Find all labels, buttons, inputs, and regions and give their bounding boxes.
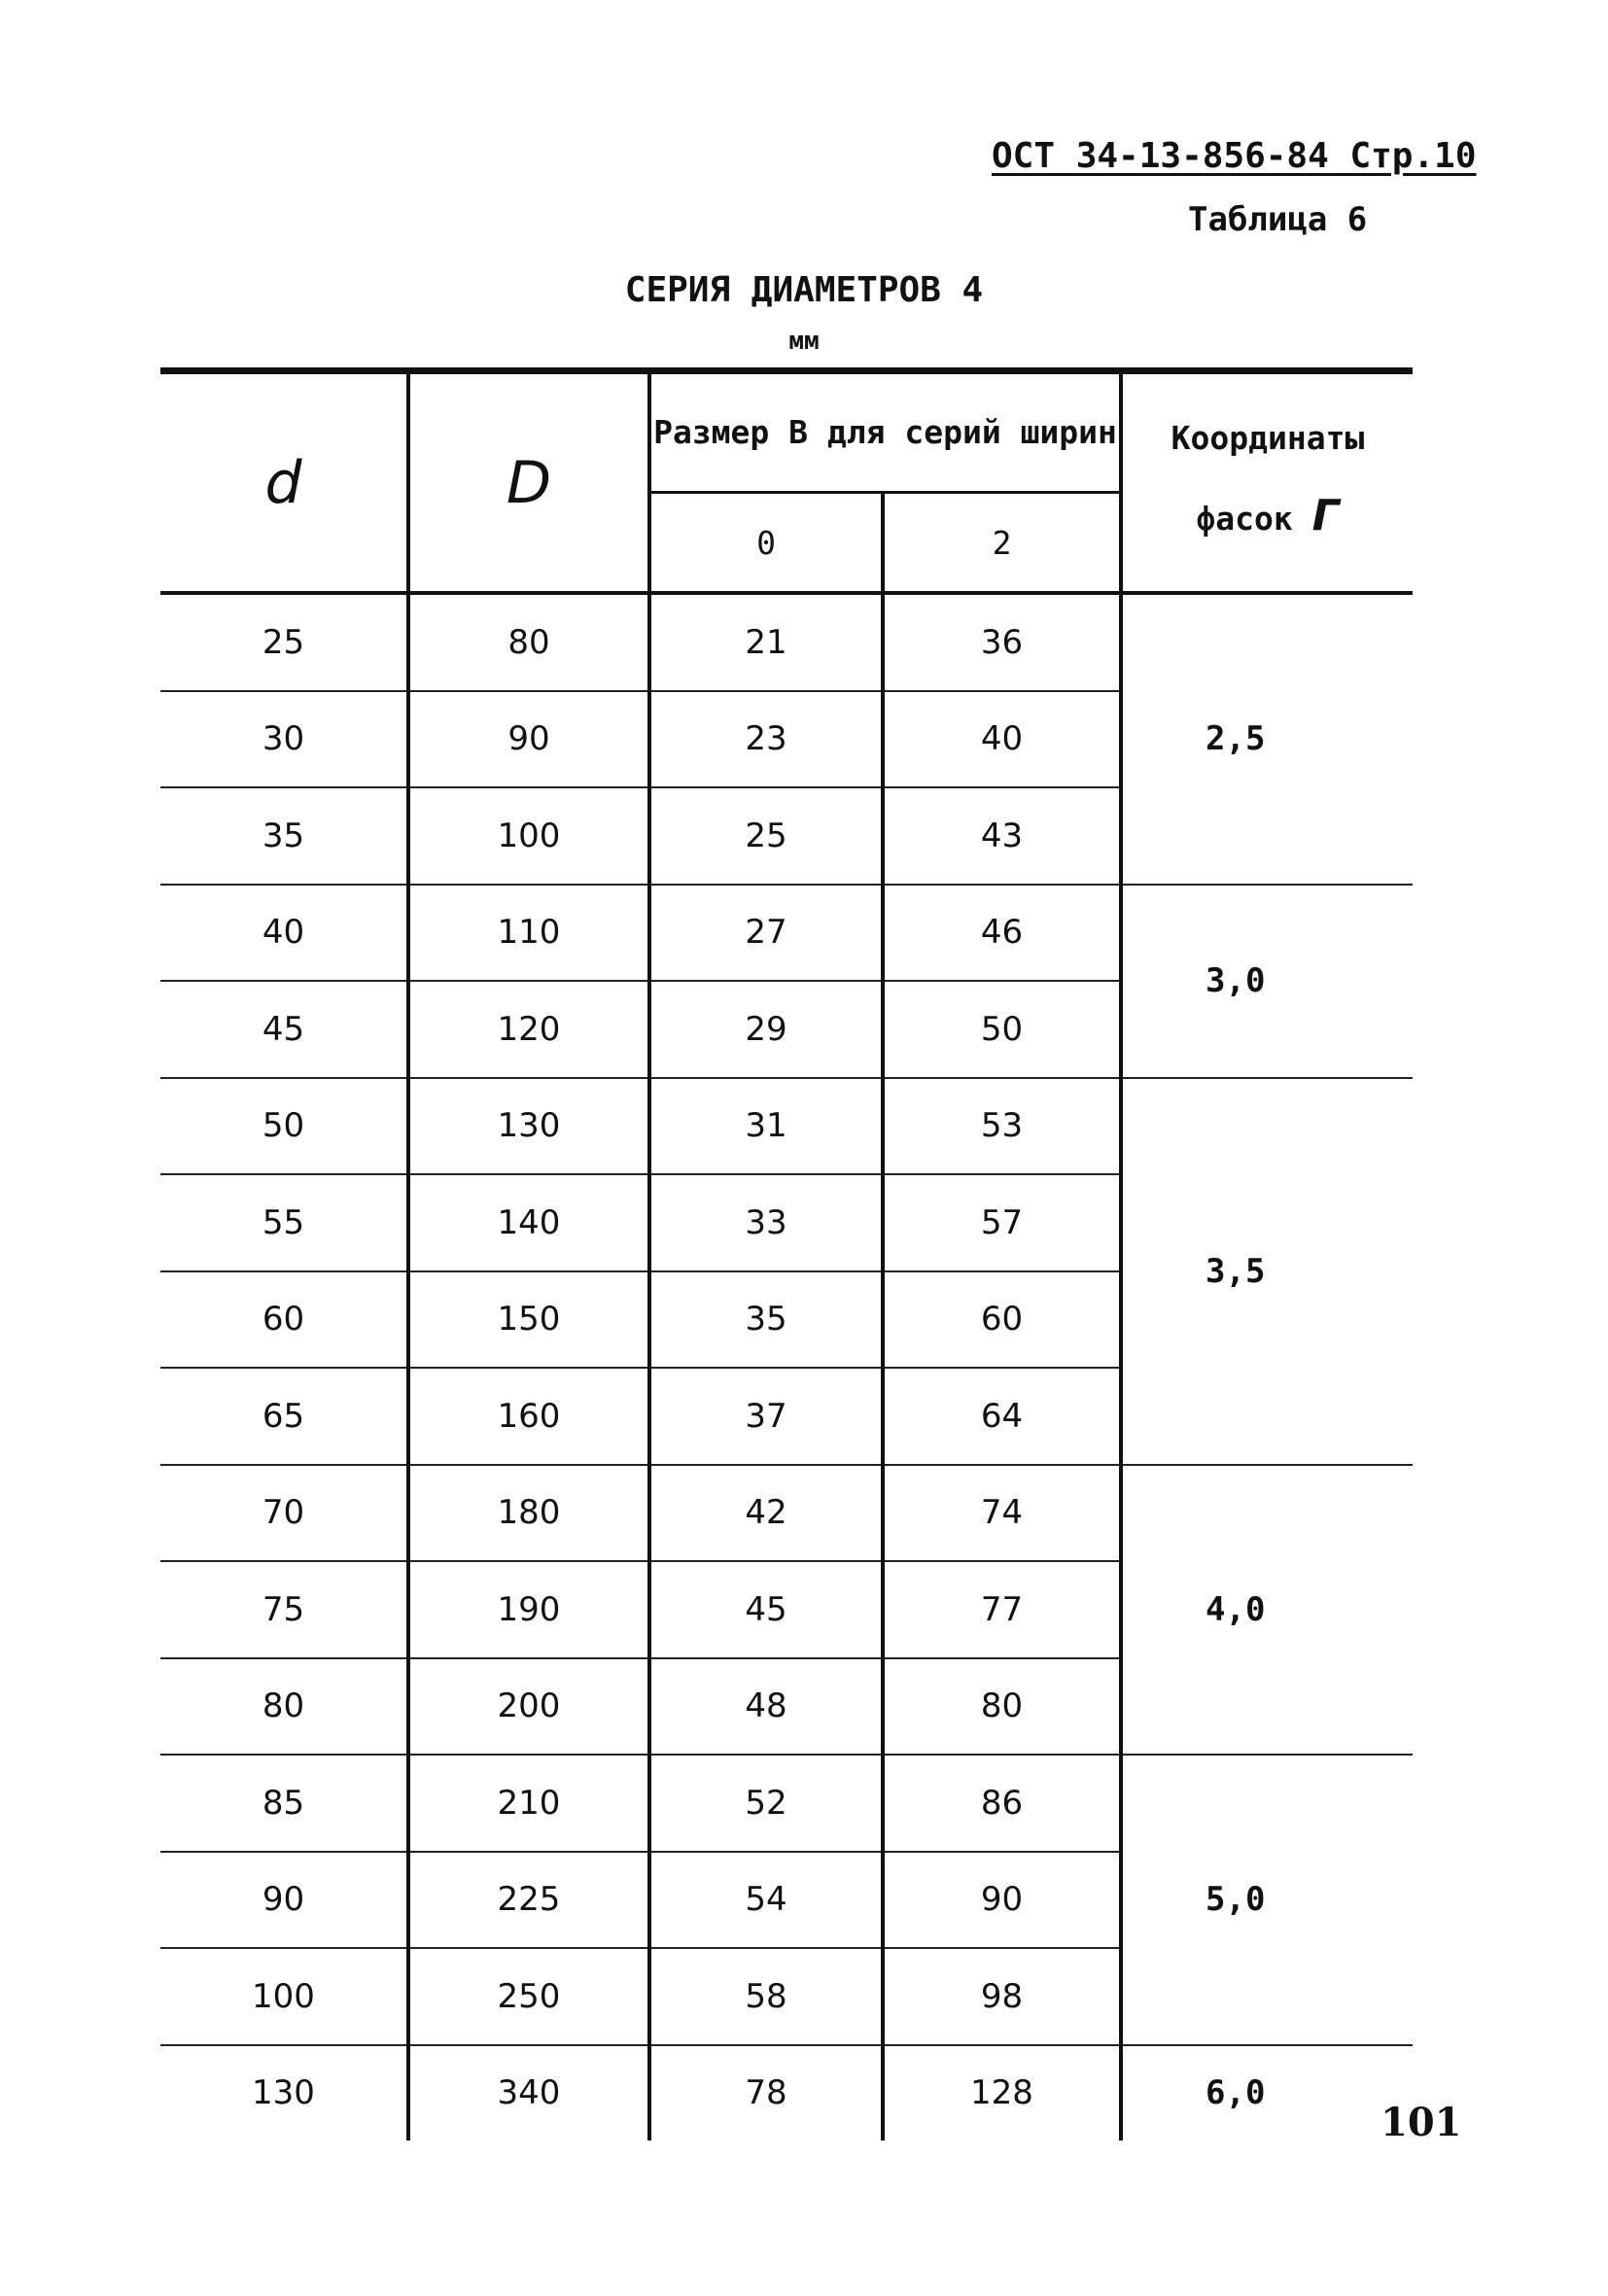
cell-inner-diameter: 70 [160,1465,408,1562]
cell-width-series-2: 77 [883,1561,1121,1658]
cell-width-series-0: 33 [649,1174,883,1271]
cell-outer-diameter: 160 [408,1368,649,1465]
cell-chamfer-coordinate: 5,0 [1121,1755,1413,2045]
cell-width-series-2: 98 [883,1948,1121,2045]
cell-chamfer-coordinate: 4,0 [1121,1465,1413,1756]
cell-width-series-0: 54 [649,1852,883,1949]
cell-width-series-0: 37 [649,1368,883,1465]
cell-outer-diameter: 200 [408,1658,649,1756]
cell-inner-diameter: 130 [160,2045,408,2141]
cell-width-series-2: 90 [883,1852,1121,1949]
table-title: СЕРИЯ ДИАМЕТРОВ 4 [624,270,984,310]
cell-inner-diameter: 80 [160,1658,408,1756]
cell-width-series-2: 46 [883,885,1121,982]
cell-outer-diameter: 340 [408,2045,649,2141]
header-width-size-group: Размер В для серий ширин [649,371,1121,493]
header-width-series-0: 0 [649,493,883,594]
cell-inner-diameter: 45 [160,981,408,1078]
cell-width-series-2: 60 [883,1271,1121,1369]
cell-width-series-2: 36 [883,593,1121,691]
cell-width-series-0: 45 [649,1561,883,1658]
header-inner-diameter: d [160,371,408,594]
cell-outer-diameter: 250 [408,1948,649,2045]
cell-outer-diameter: 120 [408,981,649,1078]
cell-inner-diameter: 90 [160,1852,408,1949]
table-row [160,885,1413,982]
cell-outer-diameter: 130 [408,1078,649,1175]
cell-width-series-2: 64 [883,1368,1121,1465]
table-row [160,1755,1413,1852]
cell-width-series-0: 48 [649,1658,883,1756]
cell-inner-diameter: 35 [160,787,408,885]
cell-width-series-2: 57 [883,1174,1121,1271]
cell-outer-diameter: 100 [408,787,649,885]
cell-outer-diameter: 190 [408,1561,649,1658]
table-label: Таблица 6 [1188,200,1368,239]
cell-inner-diameter: 50 [160,1078,408,1175]
cell-width-series-0: 42 [649,1465,883,1562]
header-chamfer-coordinates [1121,371,1413,594]
cell-outer-diameter: 225 [408,1852,649,1949]
cell-outer-diameter: 150 [408,1271,649,1369]
cell-inner-diameter: 25 [160,593,408,691]
cell-chamfer-coordinate: 3,5 [1121,1078,1413,1465]
cell-width-series-0: 31 [649,1078,883,1175]
units-label: мм [788,327,820,356]
cell-width-series-0: 29 [649,981,883,1078]
table-row [160,1078,1413,1175]
cell-width-series-2: 43 [883,787,1121,885]
cell-outer-diameter: 90 [408,691,649,788]
page-number: 101 [1381,2100,1462,2145]
cell-chamfer-coordinate: 3,0 [1121,885,1413,1078]
cell-width-series-2: 128 [883,2045,1121,2141]
cell-width-series-2: 40 [883,691,1121,788]
standard-reference: ОСТ 34-13-856-84 Стр.10 [992,136,1477,176]
cell-chamfer-coordinate: 6,0 [1206,2073,1266,2113]
header-chamfer-symbol: Г [1311,490,1340,540]
cell-width-series-0: 27 [649,885,883,982]
cell-chamfer-coordinate: 2,5 [1121,593,1413,885]
cell-inner-diameter: 75 [160,1561,408,1658]
cell-inner-diameter: 60 [160,1271,408,1369]
cell-inner-diameter: 55 [160,1174,408,1271]
header-width-series-2: 2 [883,493,1121,594]
cell-outer-diameter: 140 [408,1174,649,1271]
cell-width-series-0: 58 [649,1948,883,2045]
cell-inner-diameter: 85 [160,1755,408,1852]
header-chamfer-text: Координаты фасок [1171,418,1365,538]
cell-width-series-0: 23 [649,691,883,788]
cell-width-series-0: 25 [649,787,883,885]
cell-inner-diameter: 100 [160,1948,408,2045]
cell-width-series-2: 50 [883,981,1121,1078]
cell-width-series-2: 74 [883,1465,1121,1562]
header-outer-diameter: D [408,371,649,594]
table-row [160,2045,1413,2141]
cell-width-series-0: 78 [649,2045,883,2141]
cell-width-series-0: 52 [649,1755,883,1852]
table-row [160,1465,1413,1562]
cell-outer-diameter: 110 [408,885,649,982]
cell-width-series-2: 80 [883,1658,1121,1756]
cell-width-series-0: 35 [649,1271,883,1369]
bearing-dimensions-table [160,367,1413,2140]
cell-outer-diameter: 180 [408,1465,649,1562]
cell-inner-diameter: 30 [160,691,408,788]
table-row [160,593,1413,691]
table-body [160,593,1413,2140]
cell-width-series-0: 21 [649,593,883,691]
cell-inner-diameter: 40 [160,885,408,982]
cell-width-series-2: 53 [883,1078,1121,1175]
cell-inner-diameter: 65 [160,1368,408,1465]
cell-outer-diameter: 210 [408,1755,649,1852]
cell-width-series-2: 86 [883,1755,1121,1852]
cell-outer-diameter: 80 [408,593,649,691]
